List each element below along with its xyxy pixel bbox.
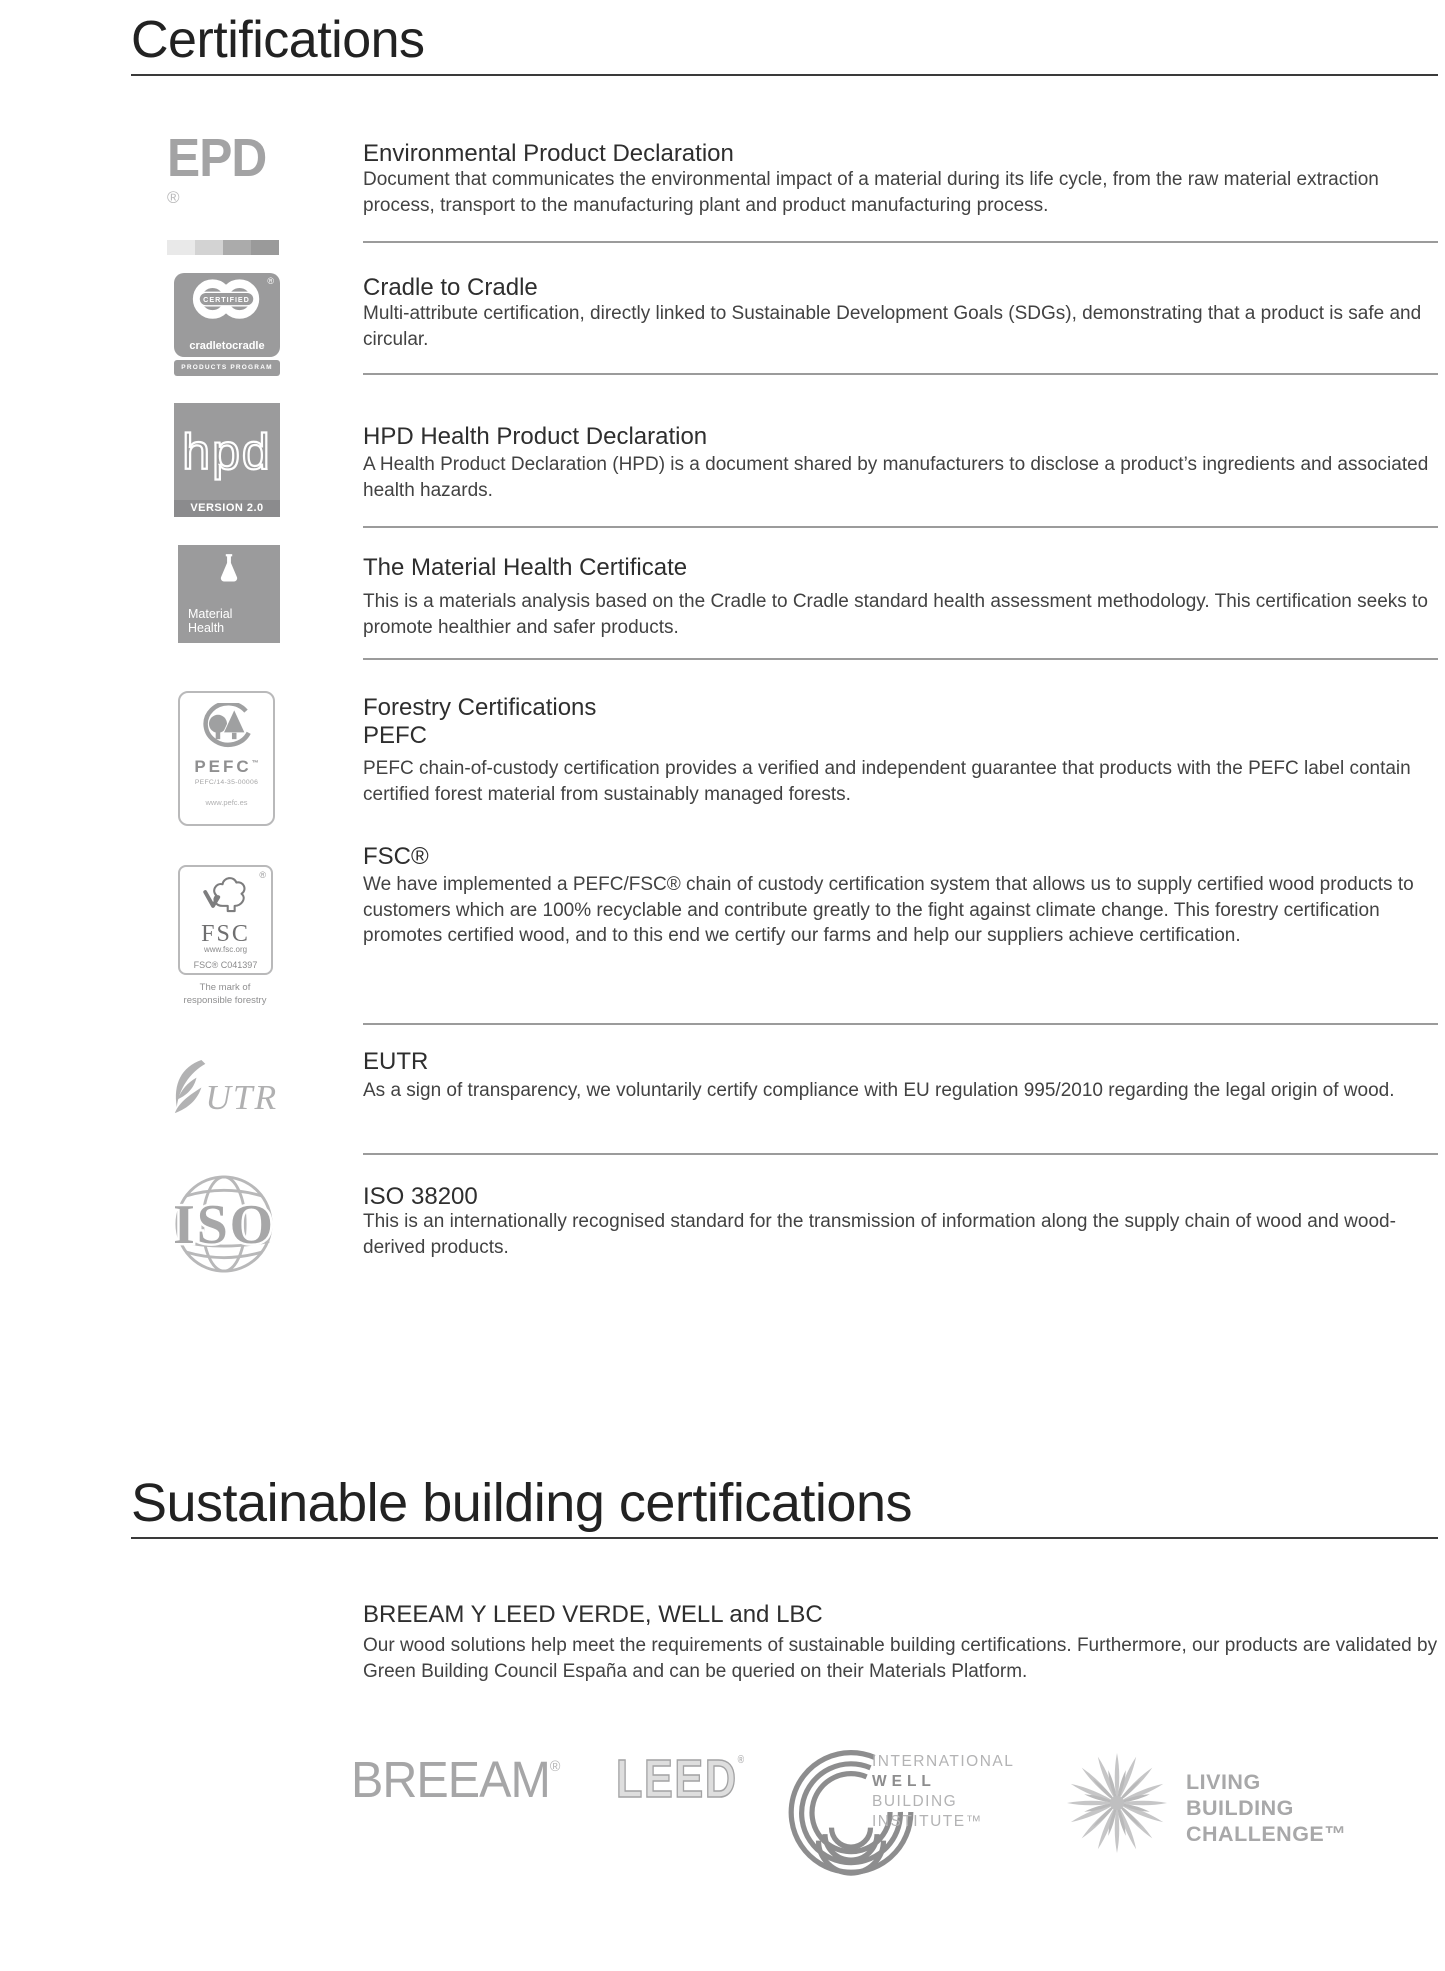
mh-heading: The Material Health Certificate [363, 554, 688, 581]
well-logo-text: INTERNATIONAL WELL BUILDING INSTITUTE™ [872, 1753, 1015, 1830]
section-divider [363, 1023, 1438, 1025]
sustainable-title: Sustainable building certifications [131, 1473, 912, 1533]
registered-icon: ® [737, 1754, 746, 1766]
eutr-heading: EUTR [363, 1048, 429, 1075]
material-health-label: Material Health [188, 607, 233, 635]
c2c-heading: Cradle to Cradle [363, 274, 538, 301]
c2c-body: Multi-attribute certification, directly linked to Sustainable Development Goals (SDGs), demonstrating that a product is safe and circular. [363, 303, 1422, 350]
fsc-url-label: www.fsc.org [203, 945, 248, 954]
trademark-icon: ™ [251, 760, 259, 767]
living-building-challenge-text: LIVING BUILDING CHALLENGE™ [1186, 1770, 1347, 1846]
hpd-wordmark: hpd [182, 423, 272, 480]
eutr-logo [166, 1056, 284, 1119]
pefc-trees-icon [198, 703, 256, 750]
section-divider [363, 373, 1438, 375]
fsc-wordmark: FSC [201, 921, 250, 947]
mh-body: This is a materials analysis based on the Cradle to Cradle standard health assessment methodology. This certification seeks to promote healthier and safer products. [363, 591, 1428, 638]
pefc-logo [178, 691, 275, 826]
epd-heading: Environmental Product Declaration [363, 140, 734, 167]
fsc-logo [178, 865, 273, 975]
epd-gradient-bar-icon [167, 240, 279, 255]
material-health-logo [178, 545, 280, 643]
c2c-name-label: cradletocradle [189, 340, 265, 352]
hpd-body: A Health Product Declaration (HPD) is a document shared by manufacturers to disclose a product’s ingredients and associated health hazards. [363, 454, 1429, 501]
section-divider [363, 1153, 1438, 1155]
fsc-caption: The mark of responsible forestry [183, 982, 267, 1006]
pefc-body: PEFC chain-of-custody certification provides a verified and independent guarantee that products with the PEFC label contain certified forest material from sustainably managed forests. [363, 758, 1411, 805]
pefc-code-label: PEFC/14-35-00006 [194, 779, 259, 786]
title-divider [131, 74, 1438, 76]
c2c-rings-icon [177, 273, 277, 327]
building-heading: BREEAM Y LEED VERDE, WELL and LBC [363, 1601, 823, 1628]
registered-icon: ® [549, 1758, 561, 1775]
fsc-body: We have implemented a PEFC/FSC® chain of custody certification system that allows us to supply certified wood products to customers which are 100% recyclable and contribute greatly to the fight against climate change. This forestry certification promotes certified wood, and to this end we certify our farms and help our suppliers achieve certification. [363, 874, 1414, 946]
flask-icon [216, 553, 242, 585]
section-divider [363, 526, 1438, 528]
section-divider [363, 241, 1438, 243]
cradle-to-cradle-logo [174, 273, 280, 376]
registered-icon: ® [167, 188, 180, 207]
pefc-subheading: PEFC [363, 722, 428, 749]
iso-logo [166, 1174, 282, 1274]
eutr-body: As a sign of transparency, we voluntarily certify compliance with EU regulation 995/2010 regarding the legal origin of wood. [363, 1080, 1395, 1101]
breeam-logo: BREEAM® [351, 1751, 561, 1808]
forestry-heading: Forestry Certifications [363, 694, 597, 721]
eutr-wordmark: UTR [205, 1077, 279, 1118]
pefc-url-label: www.pefc.es [205, 798, 248, 807]
c2c-certified-label: CERTIFIED [203, 294, 250, 304]
page-title: Certifications [131, 11, 425, 69]
fsc-code-label: FSC® C041397 [193, 960, 258, 970]
epd-body: Document that communicates the environmental impact of a material during its life cycle, from the raw material extraction process, transport to the manufacturing plant and product manufacturing process. [363, 169, 1379, 216]
epd-logo-wordmark: EPD® [167, 128, 267, 207]
iso-body: This is an internationally recognised standard for the transmission of information along the supply chain of wood and wood-derived products. [363, 1211, 1396, 1258]
living-building-challenge-flower-icon [1060, 1746, 1174, 1860]
registered-icon: ® [267, 276, 274, 286]
hpd-heading: HPD Health Product Declaration [363, 423, 708, 450]
c2c-program-label: PRODUCTS PROGRAM [174, 360, 280, 376]
leed-logo: LEED® [616, 1749, 746, 1809]
iso-heading: ISO 38200 [363, 1183, 478, 1210]
building-body: Our wood solutions help meet the requirements of sustainable building certifications. Furthermore, our products are validated by Green Building Council España and can be queried on their Materials Platform. [363, 1635, 1438, 1682]
fsc-subheading: FSC® [363, 843, 429, 870]
iso-wordmark: ISO [173, 1194, 275, 1257]
epd-logo [167, 128, 281, 255]
hpd-logo [174, 403, 280, 517]
pefc-wordmark: PEFC™ [194, 757, 259, 776]
fsc-tree-check-icon [198, 873, 254, 918]
registered-icon: ® [259, 870, 266, 880]
hpd-version-label: VERSION 2.0 [174, 500, 280, 517]
title-divider [131, 1537, 1438, 1539]
section-divider [363, 658, 1438, 660]
